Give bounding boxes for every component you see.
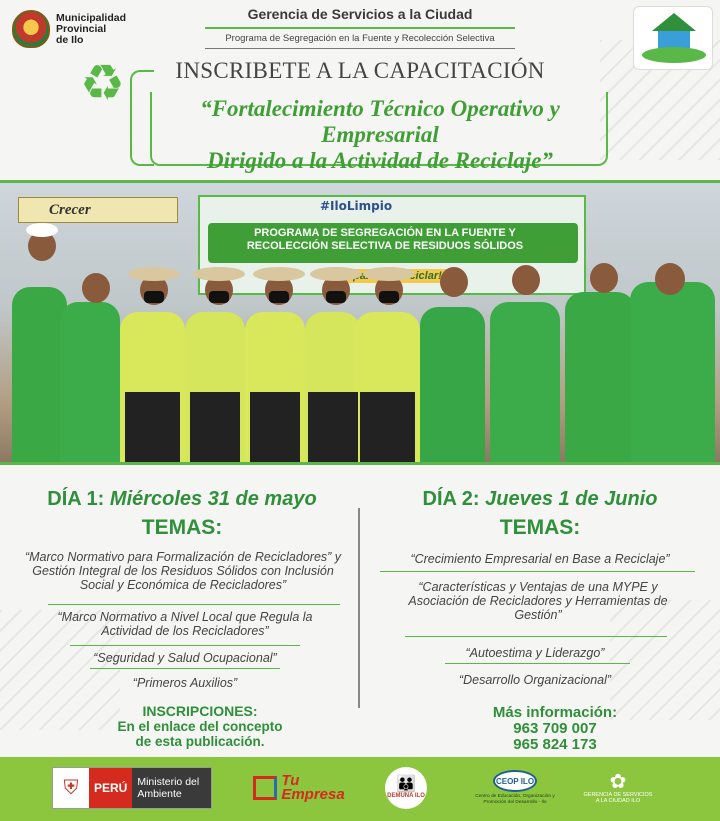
store-sign: Crecer [18,197,178,223]
family-icon: 👪 [396,776,416,793]
face-mask [144,291,164,303]
day2-topic: “Autoestima y Liderazgo” [465,646,605,660]
person-head [655,263,685,295]
group-photo [0,180,720,465]
inscribe-heading: INSCRIBETE A LA CAPACITACIÓN [175,58,545,83]
hat [363,267,415,281]
day1-topic: “Primeros Auxilios” [132,676,238,690]
training-title: “Fortalecimiento Técnico Operativo y Empresarial Dirigido a la Actividad de Reciclaje” [200,96,560,173]
municipality-name: Municipalidad Provincial de Ilo [56,11,127,46]
divider [445,663,630,664]
person-head [440,267,468,297]
inscripciones-text: En el enlace del concepto de esta publicación. [117,719,283,749]
divider [90,668,280,669]
header [0,0,720,180]
face-mask [209,291,229,303]
hat [128,267,180,281]
helmet [26,223,58,237]
banner-slogan: reciclar! [330,269,448,283]
person-head [590,263,618,293]
face-mask [269,291,289,303]
person [630,282,715,462]
person [490,302,560,462]
pants [190,392,240,462]
divider [205,27,515,29]
person [420,307,485,462]
divider [380,571,695,572]
gerencia-title: Gerencia de Servicios a la Ciudad [247,6,473,22]
program-name: Programa de Segregación en la Fuente y Recolección Selectiva [225,33,495,44]
pants [125,392,180,462]
day2-heading: DÍA 2: Jueves 1 de Junio [422,488,658,510]
banner-hashtag: #IloLimpio [320,199,393,213]
day2-topic: “Características y Ventajas de una MYPE y Asociación de Recicladores y Herramientas de Gestión” [408,580,668,622]
hat [193,267,245,281]
phone-number: 963 709 007 [513,720,597,737]
face-mask [326,291,346,303]
hat [253,267,305,281]
gerencia-logo: ✿ GERENCIA DE SERVICIOS A LA CIUDAD ILO [583,770,653,804]
divider [405,636,667,637]
municipality-logo [12,10,126,48]
pants [250,392,300,462]
person-head [512,265,540,295]
pants [360,392,415,462]
face-mask [379,291,399,303]
day2-topic: “Crecimiento Empresarial en Base a Reciclaje” [410,552,670,566]
banner-text: PROGRAMA DE SEGREGACIÓN EN LA FUENTE Y RECOLECCIÓN SELECTIVA DE RESIDUOS SÓLIDOS [246,227,524,252]
house-logo-icon [633,6,713,70]
sponsor-footer [0,757,720,821]
peru-crest-icon: ⛨ [53,768,89,808]
info-heading: Más información: [492,704,618,721]
divider [48,604,340,605]
tu-empresa-logo: Tu Empresa [245,767,353,809]
day1-heading: DÍA 1: Miércoles 31 de mayo [47,488,317,510]
minam-logo: ⛨ PERÚ Ministerio del Ambiente [52,767,212,809]
ceop-logo: CEOP ILO Centro de Educación, Organización y Promoción del Desarrollo - Ilo [475,767,555,809]
inscripciones-heading: INSCRIPCIONES: [142,703,258,719]
day2-temas: TEMAS: [499,516,581,539]
demuna-logo: 👪 DEMUNA ILO [385,767,427,809]
column-divider [358,508,360,708]
day1-topic: “Seguridad y Salud Ocupacional” [93,651,277,665]
person-head [82,273,110,303]
day2-topic: “Desarrollo Organizacional” [458,673,612,687]
person [60,302,120,462]
phone-number: 965 824 173 [513,736,597,753]
pants [308,392,358,462]
day1-topic: “Marco Normativo a Nivel Local que Regula la Actividad de los Recicladores” [57,610,313,638]
flower-icon: ✿ [609,770,627,793]
divider [70,645,300,646]
day1-temas: TEMAS: [141,516,223,539]
day1-topic: “Marco Normativo para Formalización de Recicladores” y Gestión Integral de los Residuos Sólidos con Inclusión Social y Económica de Recicladores” [24,550,342,592]
hat [310,267,362,281]
crest-icon [12,10,50,48]
person [565,292,635,462]
divider [205,48,515,49]
recycle-icon: ♻ [80,55,125,111]
person [12,287,67,462]
tu-empresa-icon [253,776,277,800]
